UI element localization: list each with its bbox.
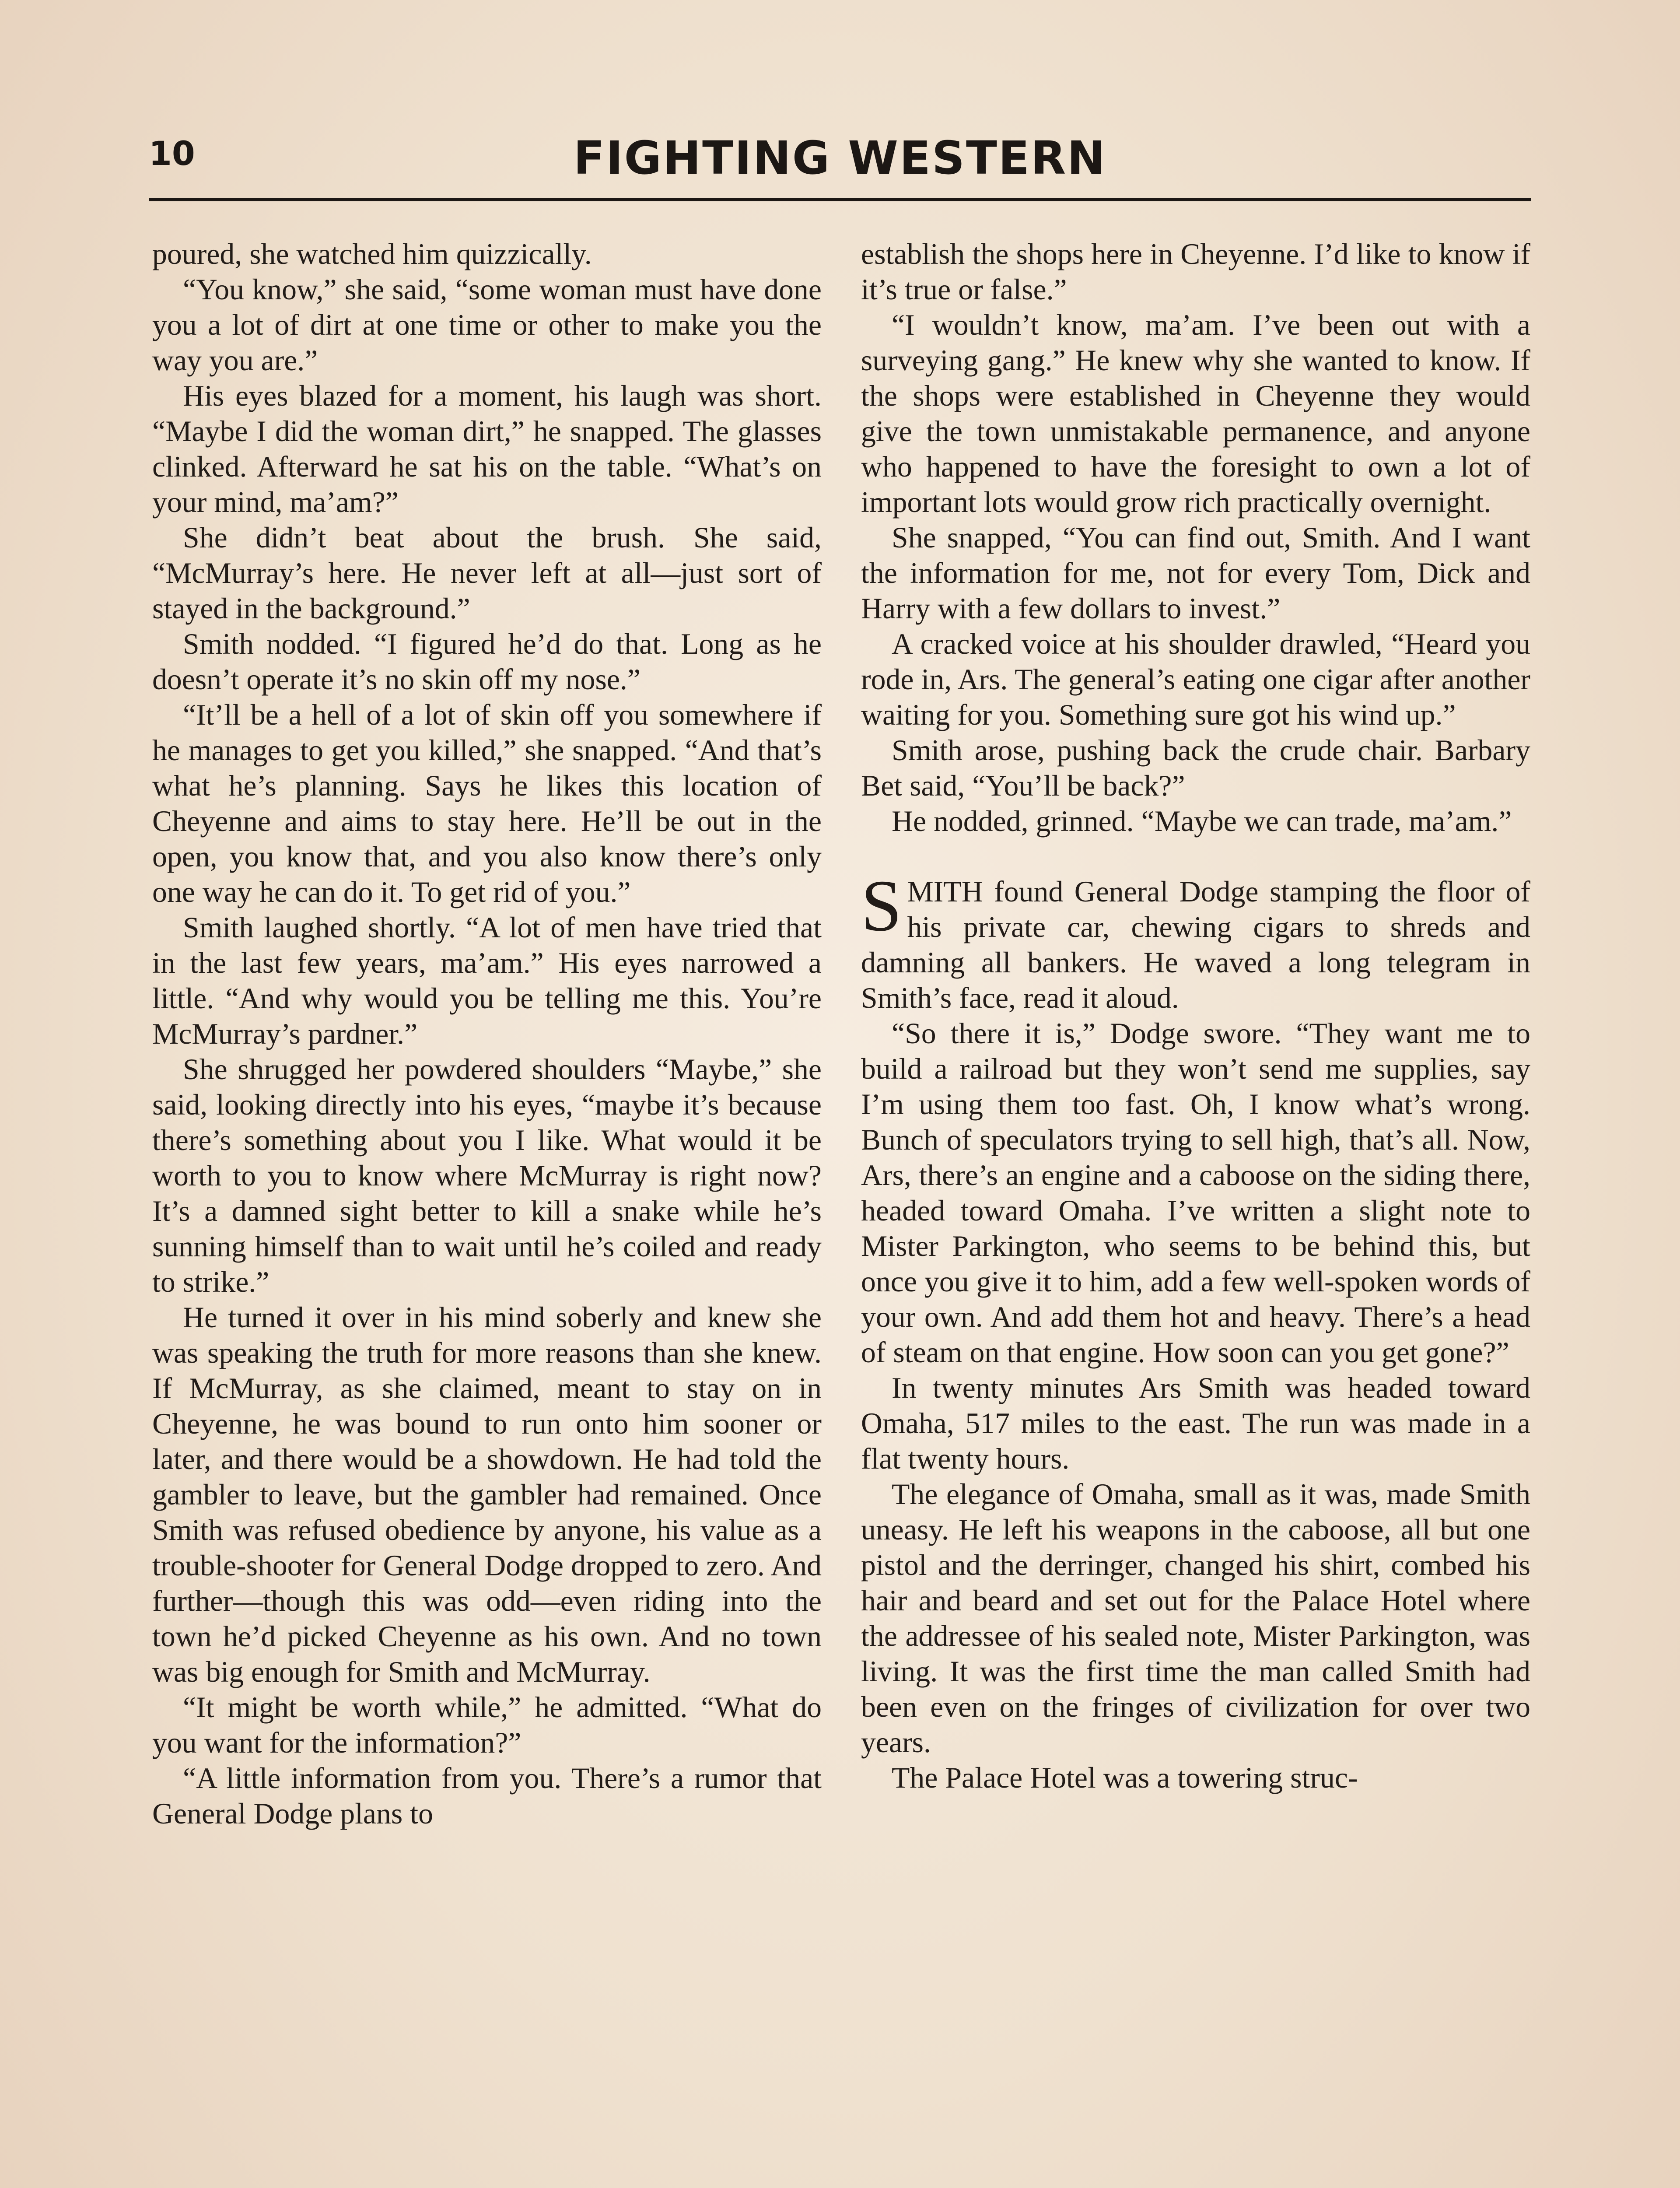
section-opening-paragraph — [861, 865, 1530, 1016]
section-opening-text: MITH found General Dodge stamping the floor of his private car, chewing cigars to shreds and damning all bankers. He waved a long telegram in Smith’s face, read it aloud. — [861, 875, 1530, 1014]
paragraph: The elegance of Omaha, small as it was, made Smith uneasy. He left his weapons in the caboose, all but one pistol and the derringer, changed his shirt, combed his hair and beard and set out for the Palace Hotel where the addressee of his sealed note, Mister Parkington, was living. It was the first time the man called Smith had been even on the fringes of civilization for over two years. — [861, 1478, 1530, 1759]
header-rule — [149, 198, 1531, 201]
paragraph: A cracked voice at his shoulder drawled, “Heard you rode in, Ars. The general’s eating one cigar after another waiting for you. Something sure got his wind up.” — [861, 628, 1530, 731]
paragraph: poured, she watched him quizzically. — [152, 238, 592, 270]
section-break — [861, 839, 1530, 874]
paragraph: “It’ll be a hell of a lot of skin off you somewhere if he manages to get you killed,” she snapped. “And that’s what he’s planning. Says he likes this location of Cheyenne and aims to stay here. He’ll be out in the open, you know that, and you also know there’s only one way he can do it. To get rid of you.” — [152, 698, 822, 908]
paragraph: “I wouldn’t know, ma’am. I’ve been out with a surveying gang.” He knew why she wanted to know. If the shops were established in Cheyenne they would give the town unmistakable permanence, and anyone who happened to have the foresight to own a lot of important lots would grow rich practically overnight. — [861, 309, 1530, 519]
paragraph: establish the shops here in Cheyenne. I’d like to know if it’s true or false.” — [861, 238, 1530, 306]
paragraph: “A little information from you. There’s a rumor that General Dodge plans to — [152, 1762, 822, 1830]
page-header — [149, 131, 1531, 193]
magazine-title: FIGHTING WESTERN — [573, 131, 1107, 185]
left-column — [152, 236, 822, 1831]
paragraph: Smith nodded. “I figured he’d do that. Long as he doesn’t operate it’s no skin off my nose.” — [152, 628, 822, 696]
paragraph: In twenty minutes Ars Smith was headed toward Omaha, 517 miles to the east. The run was made in a flat twenty hours. — [861, 1371, 1530, 1475]
drop-cap: S — [861, 865, 902, 947]
paragraph: His eyes blazed for a moment, his laugh was short. “Maybe I did the woman dirt,” he snapped. The glasses clinked. Afterward he sat his on the table. “What’s on your mind, ma’am?” — [152, 379, 822, 519]
paragraph: He nodded, grinned. “Maybe we can trade, ma’am.” — [892, 805, 1512, 838]
paragraph: Smith laughed shortly. “A lot of men have tried that in the last few years, ma’am.” His eyes narrowed a little. “And why would you be telling me this. You’re McMurray’s pardner.” — [152, 911, 822, 1050]
paragraph: “So there it is,” Dodge swore. “They want me to build a railroad but they won’t send me supplies, say I’m using them too fast. Oh, I know what’s wrong. Bunch of speculators trying to sell high, that’s all. Now, Ars, there’s an engine and a caboose on the siding there, headed toward Omaha. I’ve written a slight note to Mister Parkington, who seems to be behind this, but once you give it to him, add a few well-spoken words of your own. And add them hot and heavy. There’s a head of steam on that engine. How soon can you get gone?” — [861, 1017, 1530, 1369]
paragraph: Smith arose, pushing back the crude chair. Barbary Bet said, “You’ll be back?” — [861, 734, 1530, 802]
paragraph: She didn’t beat about the brush. She said, “McMurray’s here. He never left at all—just sort of stayed in the background.” — [152, 521, 822, 625]
page-number: 10 — [149, 134, 195, 173]
paragraph: He turned it over in his mind soberly and knew she was speaking the truth for more reasons than she knew. If McMurray, as she claimed, meant to stay on in Cheyenne, he was bound to run onto him sooner or later, and there would be a showdown. He had told the gambler to leave, but the gambler had remained. Once Smith was refused obedience by anyone, his value as a trouble-shooter for General Dodge dropped to zero. And further—though this was odd—even riding into the town he’d picked Cheyenne as his own. And no town was big enough for Smith and McMurray. — [152, 1301, 822, 1688]
paragraph: The Palace Hotel was a towering struc- — [892, 1761, 1358, 1794]
paragraph: She snapped, “You can find out, Smith. And I want the information for me, not for every Tom, Dick and Harry with a few dollars to invest.” — [861, 521, 1530, 625]
paragraph: “It might be worth while,” he admitted. “What do you want for the information?” — [152, 1691, 822, 1759]
paragraph: “You know,” she said, “some woman must have done you a lot of dirt at one time or other to make you the way you are.” — [152, 273, 822, 377]
right-column — [861, 236, 1530, 1795]
paragraph: She shrugged her powdered shoulders “Maybe,” she said, looking directly into his eyes, “maybe it’s because there’s something about you I like. What would it be worth to you to know where McMurray is right now? It’s a damned sight better to kill a snake while he’s sunning himself than to wait until he’s coiled and ready to strike.” — [152, 1053, 822, 1298]
